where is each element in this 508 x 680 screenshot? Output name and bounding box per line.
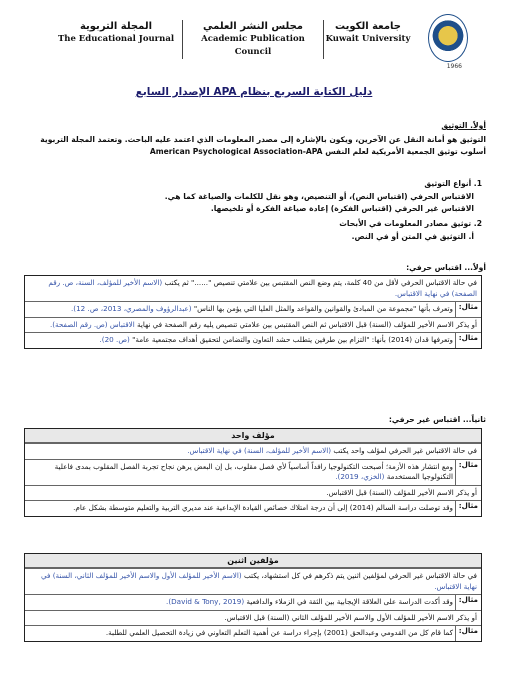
table-row xyxy=(25,317,481,333)
types-heading: 1. أنواع التوثيق xyxy=(424,179,482,188)
row-text: في حالة الاقتباس غير الحرفي لمؤلفين اثنين يتم ذكرهم في كل استشهاد، يكتب xyxy=(243,571,477,580)
row-text: كما قام كل من القدومي وعبدالحق (2001) بإجراء دراسة عن أهمية التعلم التعاوني في زيادة التحصيل العلمي للطلبة. xyxy=(105,628,453,637)
example-label: مثال: xyxy=(455,333,481,348)
type-literal: الاقتباس الحرفي (اقتباس النص)، أو التنصيص، وهو نقل للكلمات والصياغة كما هي. xyxy=(164,192,474,201)
table-row xyxy=(25,443,481,459)
row-text: أو يذكر الاسم الأخير للمؤلف (السنة) قبل الاقتباس ثم النص المقتبس بين علامتي تنصيص يليه رقم الصفحة في نهاية xyxy=(137,319,477,329)
row-citation: (الاسم الأخير للمؤلف، السنة، ص. رقم الصفحة) في نهاية الاقتباس. xyxy=(48,278,477,298)
journal-name-en: The Educational Journal xyxy=(57,34,175,44)
table-row xyxy=(25,301,481,317)
council-name-ar: مجلس النشر العلمي xyxy=(203,21,303,32)
sources-heading: 2. توثيق مصادر المعلومات في الأبحاث xyxy=(339,219,482,228)
section-heading-documentation: أولاً. التوثيق xyxy=(441,121,486,130)
two-authors-title: مؤلفين اثنين xyxy=(25,554,481,568)
example-label: مثال: xyxy=(455,501,481,516)
row-citation: (الخزي، 2019). xyxy=(335,472,385,481)
row-text: في حالة الاقتباس غير الحرفي لمؤلف واحد يكتب xyxy=(333,446,477,455)
journal-name xyxy=(56,20,176,46)
row-text: ومع انتشار هذه الأزمة؛ أصبحت التكنولوجيا رافداً أساسياً لأي فصل مقلوب، بل إن البعض يرهن نجاح تجربة الفصل المقلوب بمدى فاعلية التكنولوجيا المستخدمة xyxy=(54,461,453,481)
table-row xyxy=(25,459,481,485)
two-authors-table xyxy=(24,553,482,642)
row-citation: (David & Tony, 2019). xyxy=(166,597,245,606)
journal-name-ar: المجلة التربوية xyxy=(79,21,153,32)
row-text: في حالة الاقتباس الحرفي لأقل من 40 كلمة، يتم وضع النص المقتبس بين علامتي تنصيص "......" ثم يكتب xyxy=(164,278,477,287)
intro-paragraph-line1: التوثيق هو أمانة النقل عن الآخرين، ويكون بالإشارة إلى مصدر المعلومات الذي اعتمد عليه الباحث. وتعتمد المجلة التربوية xyxy=(40,135,486,144)
row-text: وتعرفها قدان (2014) بأنها: "التزام بين طرفين يتطلب حشد التعاون والتضامن لتحقيق أهداف مجتمعية عامة" xyxy=(132,335,453,344)
row-text: وتعرف بأنها "مجموعة من المبادئ والقوانين والقواعد والمثل العليا التي يؤمن بها الناس" xyxy=(193,304,453,313)
row-text: أو يذكر الاسم الأخير للمؤلف الأول والاسم الأخير للمؤلف الثاني (السنة) قبل الاقتباس. xyxy=(224,612,477,622)
university-name xyxy=(324,20,412,46)
table-row xyxy=(25,485,481,501)
row-citation: (الاسم الأخير للمؤلف الأول والاسم الأخير للمؤلف الثاني، السنة) في نهاية الاقتباس. xyxy=(41,571,477,591)
kuwait-university-logo xyxy=(428,14,468,62)
table-row xyxy=(25,594,481,610)
row-citation: (ص. 20). xyxy=(99,335,130,344)
example-label: مثال: xyxy=(455,460,481,485)
row-text: وقد توصلت دراسة السالم (2014) إلى أن درجة امتلاك خصائص القيادة الإبداعية عند مديري التربية والتعليم متوسطة بشكل عام. xyxy=(73,503,453,512)
intro-paragraph-line2: أسلوب توثيق الجمعية الأمريكية لعلم النفس American Psychological Association-APA xyxy=(149,147,486,156)
row-citation: (الاسم الأخير للمؤلف، السنة) في نهاية الاقتباس. xyxy=(187,446,332,455)
table-row xyxy=(25,276,481,301)
literal-quote-table xyxy=(24,275,482,349)
sources-subheading: أ. التوثيق في المتن أو في النص. xyxy=(351,232,474,241)
literal-heading: أولاً... اقتباس حرفي: xyxy=(406,263,486,272)
table-row xyxy=(25,625,481,641)
example-label: مثال: xyxy=(455,302,481,317)
example-label: مثال: xyxy=(455,595,481,610)
university-name-en: Kuwait University xyxy=(325,34,411,44)
table-row xyxy=(25,332,481,348)
council-name xyxy=(182,20,324,59)
example-label: مثال: xyxy=(455,626,481,641)
single-author-title: مؤلف واحد xyxy=(25,429,481,443)
type-nonliteral: الاقتباس غير الحرفي (اقتباس الفكرة) إعادة صياغة الفكرة أو تلخيصها. xyxy=(210,204,474,213)
row-citation: الاقتباس (ص. رقم الصفحة). xyxy=(49,319,135,329)
single-author-table xyxy=(24,428,482,517)
table-row xyxy=(25,568,481,594)
page-title: دليل الكتابة السريع بنظام APA الإصدار السابع xyxy=(135,86,373,98)
journal-header xyxy=(10,14,498,70)
row-text: وقد أكدت الدراسة على العلاقة الإيجابية بين الثقة في الزملاء والدافعية xyxy=(246,597,453,606)
university-name-ar: جامعة الكويت xyxy=(335,21,401,32)
council-name-en: Academic Publication Council xyxy=(201,34,305,57)
logo-year: 1966 xyxy=(446,63,462,70)
row-citation: (عبدالرؤوف والمصري، 2013، ص. 12). xyxy=(71,304,192,313)
table-row xyxy=(25,500,481,516)
table-row xyxy=(25,610,481,626)
nonliteral-heading: ثانياً... اقتباس غير حرفي: xyxy=(388,415,486,424)
row-text: أو يذكر الاسم الأخير للمؤلف (السنة) قبل الاقتباس. xyxy=(326,487,477,497)
